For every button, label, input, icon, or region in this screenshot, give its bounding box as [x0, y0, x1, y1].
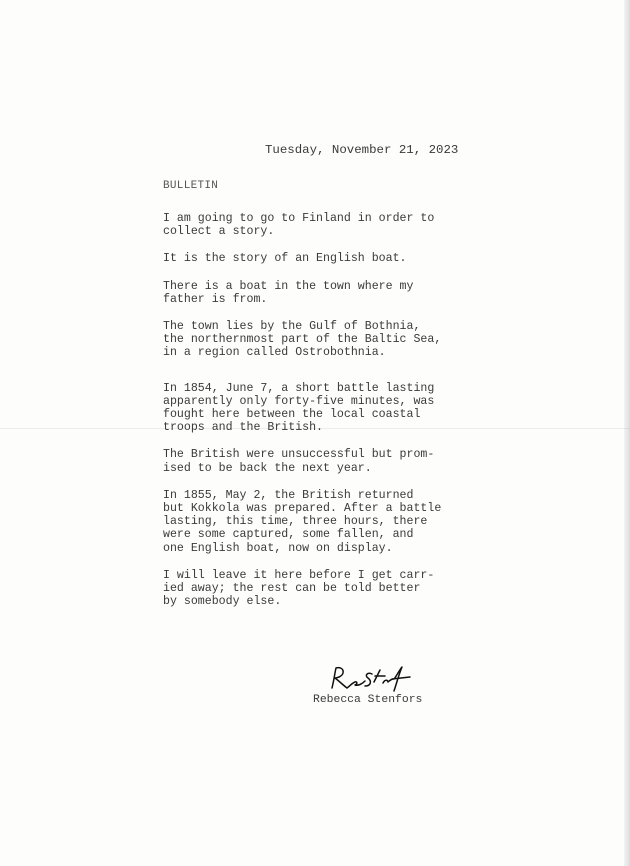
handwritten-signature [328, 664, 418, 694]
text-line: ied away; the rest can be told better [163, 582, 421, 596]
paragraph [163, 448, 483, 474]
text-line: I will leave it here before I get carr- [163, 568, 435, 582]
paragraph [163, 569, 483, 609]
text-line: apparently only forty-five minutes, was [163, 394, 435, 408]
text-line: in a region called Ostrobothnia. [163, 346, 386, 360]
text-line: one English boat, now on display. [163, 541, 393, 555]
letter-date: Tuesday, November 21, 2023 [265, 143, 459, 157]
text-line: fought here between the local coastal [163, 408, 421, 422]
signer-name: Rebecca Stenfors [313, 694, 423, 706]
text-line: In 1855, May 2, the British returned [163, 488, 414, 502]
text-line: The British were unsuccessful but prom- [163, 448, 435, 462]
letter-body [163, 212, 483, 622]
paragraph [163, 382, 483, 435]
text-line: were some captured, some fallen, and [163, 528, 414, 542]
text-line: by somebody else. [163, 595, 282, 609]
text-line: collect a story. [163, 225, 275, 239]
letter-heading: BULLETIN [163, 180, 219, 192]
text-line: The town lies by the Gulf of Bothnia, [163, 320, 421, 334]
text-line: In 1854, June 7, a short battle lasting [163, 381, 435, 395]
text-line: It is the story of an English boat. [163, 252, 407, 266]
paragraph [163, 212, 483, 238]
text-line: lasting, this time, three hours, there [163, 515, 428, 529]
paragraph [163, 252, 483, 265]
paper-edge-shadow [624, 0, 630, 866]
text-line: the northernmost part of the Baltic Sea, [163, 333, 442, 347]
paragraph [163, 489, 483, 555]
text-line: troops and the British. [163, 421, 324, 435]
text-line: father is from. [163, 292, 268, 306]
text-line: ised to be back the next year. [163, 461, 372, 475]
text-line: There is a boat in the town where my [163, 279, 414, 293]
paragraph [163, 320, 483, 360]
paragraph [163, 280, 483, 306]
text-line: I am going to go to Finland in order to [163, 212, 435, 225]
text-line: but Kokkola was prepared. After a battle [163, 502, 442, 516]
